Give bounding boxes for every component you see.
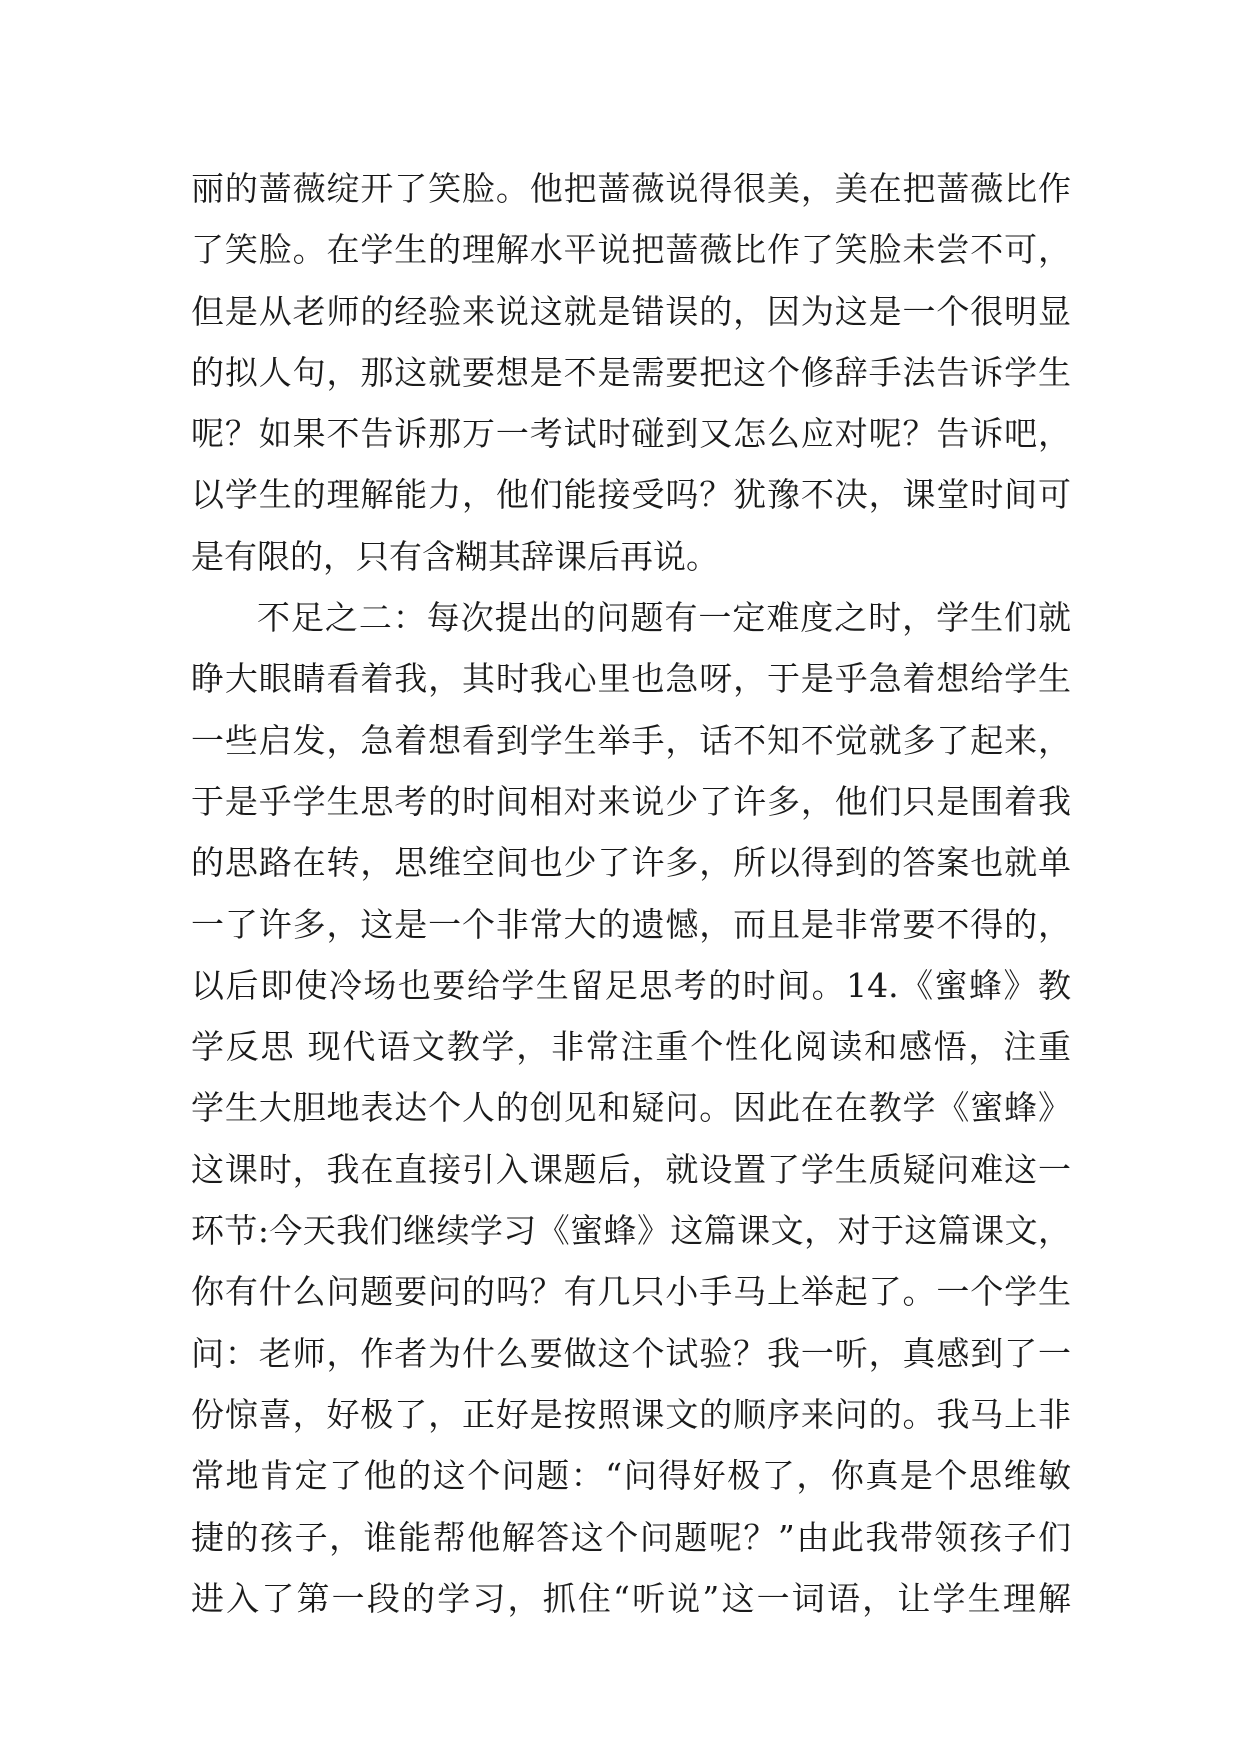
text-line: 常地肯定了他的这个问题：“问得好极了，你真是个思维敏 xyxy=(191,1456,1071,1496)
text-line: 但是从老师的经验来说这就是错误的，因为这是一个很明显 xyxy=(191,291,1071,331)
paragraph-start-line: 不足之二：每次提出的问题有一定难度之时，学生们就 xyxy=(257,598,1071,638)
body-text xyxy=(191,158,1071,1629)
text-line: 了笑脸。在学生的理解水平说把蔷薇比作了笑脸未尝不可， xyxy=(191,230,1071,270)
text-line: 一了许多，这是一个非常大的遗憾，而且是非常要不得的， xyxy=(191,904,1071,944)
text-line: 以学生的理解能力，他们能接受吗？犹豫不决，课堂时间可 xyxy=(191,475,1071,515)
text-line: 是有限的，只有含糊其辞课后再说。 xyxy=(191,536,719,576)
text-line: 进入了第一段的学习，抓住“听说”这一词语，让学生理解 xyxy=(191,1578,1071,1618)
text-line: 学反思 现代语文教学，非常注重个性化阅读和感悟，注重 xyxy=(191,1027,1071,1067)
text-line: 的拟人句，那这就要想是不是需要把这个修辞手法告诉学生 xyxy=(191,352,1071,392)
text-line: 睁大眼睛看着我，其时我心里也急呀，于是乎急着想给学生 xyxy=(191,659,1071,699)
text-line: 的思路在转，思维空间也少了许多，所以得到的答案也就单 xyxy=(191,843,1071,883)
text-line: 学生大胆地表达个人的创见和疑问。因此在在教学《蜜蜂》 xyxy=(191,1088,1071,1128)
text-line: 环节:今天我们继续学习《蜜蜂》这篇课文，对于这篇课文， xyxy=(191,1211,1071,1251)
text-line: 份惊喜，好极了，正好是按照课文的顺序来问的。我马上非 xyxy=(191,1394,1071,1434)
text-line: 问：老师，作者为什么要做这个试验？我一听，真感到了一 xyxy=(191,1333,1071,1373)
text-line: 你有什么问题要问的吗？有几只小手马上举起了。一个学生 xyxy=(191,1272,1071,1312)
text-line: 一些启发，急着想看到学生举手，话不知不觉就多了起来， xyxy=(191,720,1071,760)
text-line: 以后即使冷场也要给学生留足思考的时间。14.《蜜蜂》教 xyxy=(191,965,1071,1005)
text-line: 呢？如果不告诉那万一考试时碰到又怎么应对呢？告诉吧， xyxy=(191,414,1071,454)
text-line: 丽的蔷薇绽开了笑脸。他把蔷薇说得很美，美在把蔷薇比作 xyxy=(191,169,1071,208)
text-line: 这课时，我在直接引入课题后，就设置了学生质疑问难这一 xyxy=(191,1149,1071,1189)
text-line: 捷的孩子，谁能帮他解答这个问题呢？”由此我带领孩子们 xyxy=(191,1517,1071,1557)
text-line: 于是乎学生思考的时间相对来说少了许多，他们只是围着我 xyxy=(191,781,1071,821)
